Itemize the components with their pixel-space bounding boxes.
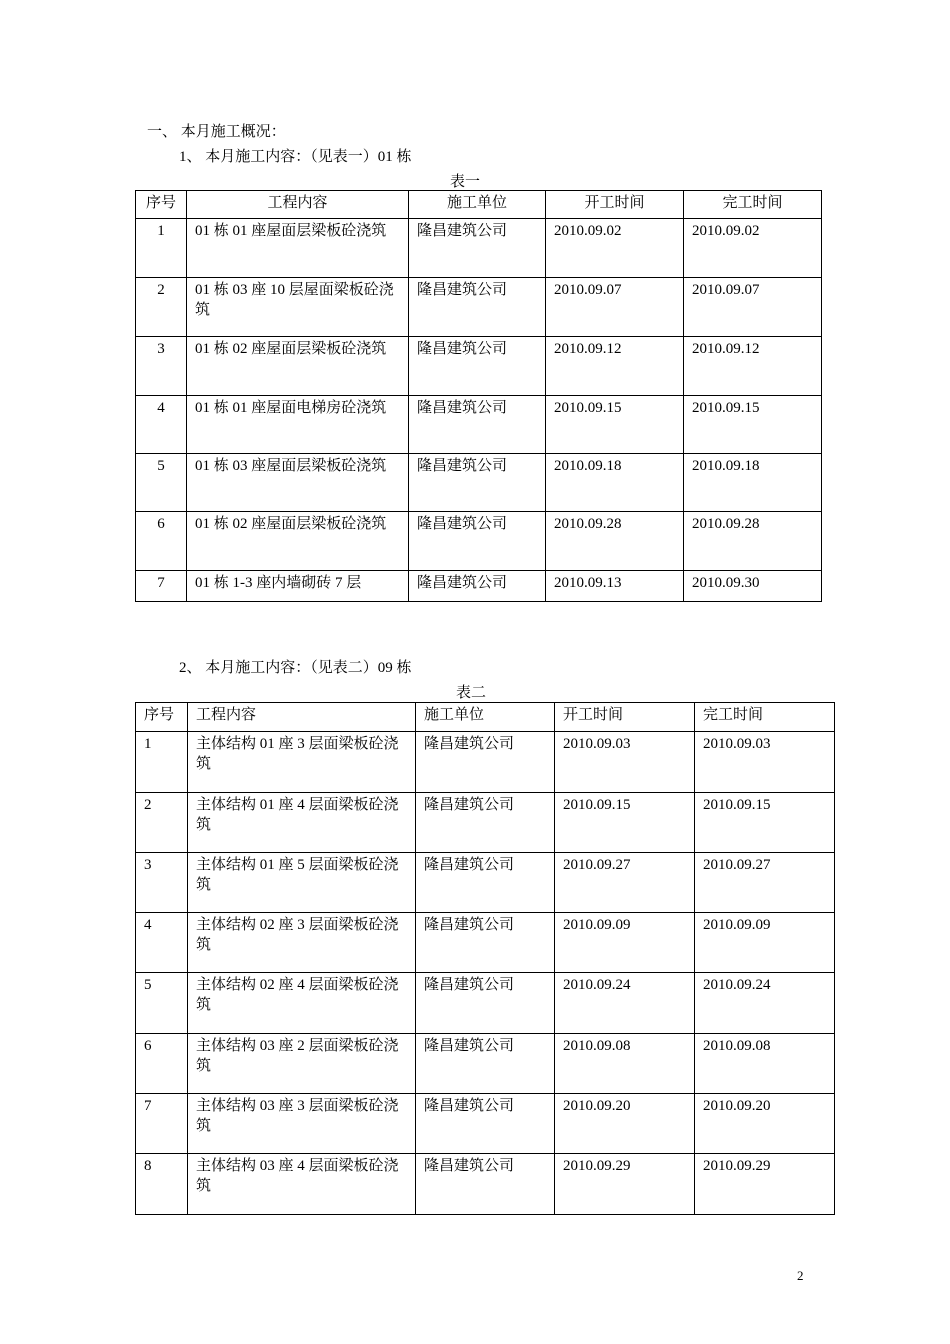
end-date: 2010.09.18 (684, 454, 822, 512)
work-content: 主体结构 02 座 4 层面梁板砼浇筑 (188, 973, 416, 1034)
subsection-heading-2: 2、 本月施工内容：（见表二）09 栋 (179, 660, 412, 676)
row-index: 6 (136, 512, 187, 571)
table-row (136, 732, 835, 793)
contractor: 隆昌建筑公司 (416, 732, 555, 793)
page-number: 2 (797, 1268, 804, 1283)
work-content: 主体结构 02 座 3 层面梁板砼浇筑 (188, 913, 416, 973)
end-date: 2010.09.24 (695, 973, 835, 1034)
start-date: 2010.09.28 (546, 512, 684, 571)
contractor: 隆昌建筑公司 (409, 219, 546, 278)
start-date: 2010.09.15 (546, 396, 684, 454)
row-index: 5 (136, 454, 187, 512)
contractor: 隆昌建筑公司 (409, 278, 546, 337)
work-content: 01 栋 01 座屋面电梯房砼浇筑 (187, 396, 409, 454)
table1-caption: 表一 (449, 174, 480, 190)
end-date: 2010.09.08 (695, 1034, 835, 1094)
start-date: 2010.09.03 (555, 732, 695, 793)
start-date: 2010.09.09 (555, 913, 695, 973)
work-content: 主体结构 03 座 4 层面梁板砼浇筑 (188, 1154, 416, 1215)
table1-header-cell: 开工时间 (546, 191, 684, 219)
work-content: 01 栋 02 座屋面层梁板砼浇筑 (187, 512, 409, 571)
start-date: 2010.09.07 (546, 278, 684, 337)
table1 (135, 190, 822, 602)
table-row (136, 1094, 835, 1154)
start-date: 2010.09.18 (546, 454, 684, 512)
table-row (136, 1154, 835, 1215)
table-row (136, 454, 822, 512)
row-index: 3 (136, 337, 187, 396)
row-index: 5 (136, 973, 188, 1034)
table1-header-cell: 序号 (136, 191, 187, 219)
end-date: 2010.09.15 (684, 396, 822, 454)
table2-caption: 表二 (455, 685, 486, 701)
table-row (136, 913, 835, 973)
table1-header-cell: 完工时间 (684, 191, 822, 219)
table-row (136, 337, 822, 396)
table1-header-row (136, 191, 822, 219)
table-row (136, 396, 822, 454)
contractor: 隆昌建筑公司 (416, 1154, 555, 1215)
start-date: 2010.09.24 (555, 973, 695, 1034)
table1-header-cell: 工程内容 (187, 191, 409, 219)
work-content: 主体结构 01 座 4 层面梁板砼浇筑 (188, 793, 416, 853)
contractor: 隆昌建筑公司 (409, 512, 546, 571)
work-content: 主体结构 01 座 5 层面梁板砼浇筑 (188, 853, 416, 913)
end-date: 2010.09.20 (695, 1094, 835, 1154)
end-date: 2010.09.30 (684, 571, 822, 602)
work-content: 01 栋 1-3 座内墙砌砖 7 层 (187, 571, 409, 602)
row-index: 2 (136, 793, 188, 853)
row-index: 7 (136, 571, 187, 602)
end-date: 2010.09.03 (695, 732, 835, 793)
end-date: 2010.09.07 (684, 278, 822, 337)
table2-header-row (136, 703, 835, 732)
start-date: 2010.09.20 (555, 1094, 695, 1154)
end-date: 2010.09.15 (695, 793, 835, 853)
subsection-heading-1: 1、 本月施工内容：（见表一）01 栋 (179, 149, 412, 165)
row-index: 1 (136, 219, 187, 278)
start-date: 2010.09.13 (546, 571, 684, 602)
start-date: 2010.09.15 (555, 793, 695, 853)
end-date: 2010.09.02 (684, 219, 822, 278)
work-content: 01 栋 03 座 10 层屋面梁板砼浇筑 (187, 278, 409, 337)
contractor: 隆昌建筑公司 (416, 793, 555, 853)
contractor: 隆昌建筑公司 (416, 973, 555, 1034)
end-date: 2010.09.28 (684, 512, 822, 571)
start-date: 2010.09.02 (546, 219, 684, 278)
contractor: 隆昌建筑公司 (416, 853, 555, 913)
table-row (136, 853, 835, 913)
contractor: 隆昌建筑公司 (409, 337, 546, 396)
end-date: 2010.09.29 (695, 1154, 835, 1215)
row-index: 7 (136, 1094, 188, 1154)
row-index: 2 (136, 278, 187, 337)
table2-header-cell: 施工单位 (416, 703, 555, 732)
table-row (136, 793, 835, 853)
table-row (136, 1034, 835, 1094)
table-row (136, 973, 835, 1034)
end-date: 2010.09.12 (684, 337, 822, 396)
row-index: 4 (136, 913, 188, 973)
table2-header-cell: 开工时间 (555, 703, 695, 732)
row-index: 3 (136, 853, 188, 913)
section-heading: 一、 本月施工概况： (147, 124, 286, 140)
end-date: 2010.09.27 (695, 853, 835, 913)
table-row (136, 571, 822, 602)
table-row (136, 512, 822, 571)
work-content: 主体结构 03 座 2 层面梁板砼浇筑 (188, 1034, 416, 1094)
work-content: 主体结构 01 座 3 层面梁板砼浇筑 (188, 732, 416, 793)
row-index: 6 (136, 1034, 188, 1094)
table2 (135, 702, 835, 1215)
table2-header-cell: 工程内容 (188, 703, 416, 732)
contractor: 隆昌建筑公司 (416, 913, 555, 973)
work-content: 01 栋 03 座屋面层梁板砼浇筑 (187, 454, 409, 512)
table2-header-cell: 完工时间 (695, 703, 835, 732)
row-index: 1 (136, 732, 188, 793)
table2-header-cell: 序号 (136, 703, 188, 732)
row-index: 4 (136, 396, 187, 454)
end-date: 2010.09.09 (695, 913, 835, 973)
contractor: 隆昌建筑公司 (409, 454, 546, 512)
contractor: 隆昌建筑公司 (409, 396, 546, 454)
contractor: 隆昌建筑公司 (409, 571, 546, 602)
row-index: 8 (136, 1154, 188, 1215)
start-date: 2010.09.27 (555, 853, 695, 913)
table-row (136, 278, 822, 337)
contractor: 隆昌建筑公司 (416, 1034, 555, 1094)
start-date: 2010.09.08 (555, 1034, 695, 1094)
table-row (136, 219, 822, 278)
contractor: 隆昌建筑公司 (416, 1094, 555, 1154)
table1-header-cell: 施工单位 (409, 191, 546, 219)
work-content: 01 栋 01 座屋面层梁板砼浇筑 (187, 219, 409, 278)
work-content: 01 栋 02 座屋面层梁板砼浇筑 (187, 337, 409, 396)
work-content: 主体结构 03 座 3 层面梁板砼浇筑 (188, 1094, 416, 1154)
start-date: 2010.09.12 (546, 337, 684, 396)
start-date: 2010.09.29 (555, 1154, 695, 1215)
